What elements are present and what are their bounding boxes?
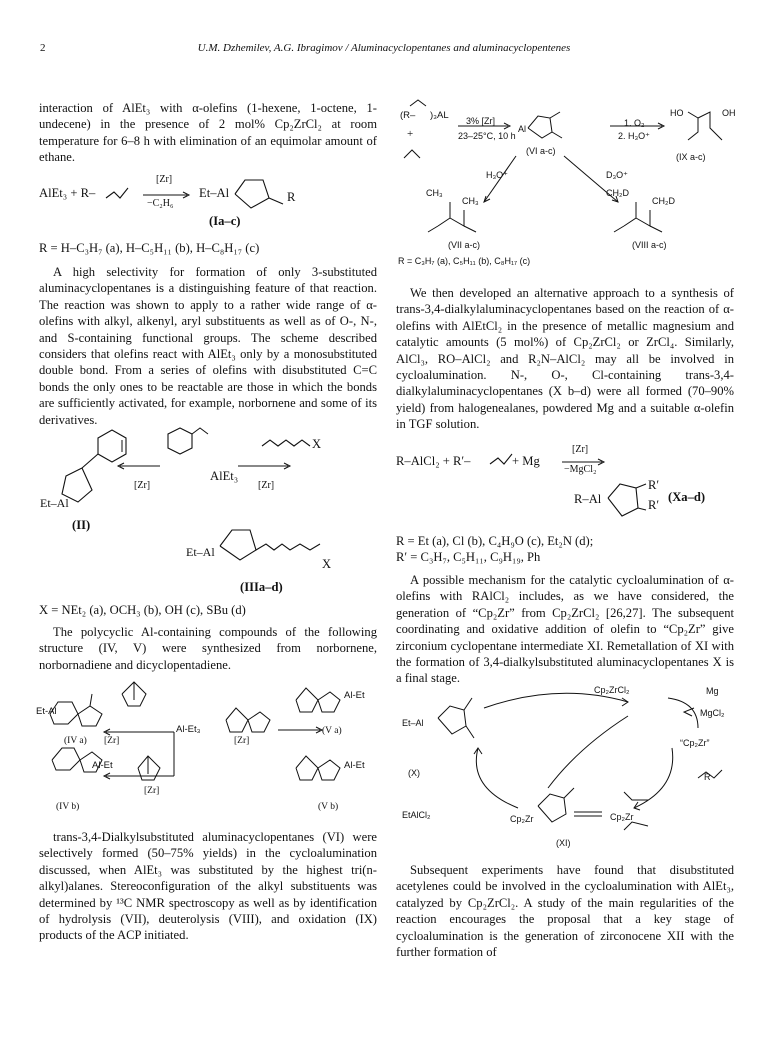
paragraph: trans-3,4-Dialkylsubstituted aluminacyclopentanes (VI) were selectively formed (50–75% yields) in the cycloalumination discussed, when AlEt₃ was substituted by the highest tri(n-alkyl)alanes. Stereoconfiguration of the alkyl substituents was determined by ¹³C NMR spectroscopy as well as by identification of hydrolysis (VII), deuterolysis (VIII), and oxidation (IX) products of the ACP initiated. [39, 830, 377, 943]
eq2-byproduct: −MgCl₂ [564, 464, 597, 475]
eq1-product: Et–Al [199, 186, 230, 200]
compound-III-label: (IIIa–d) [240, 580, 283, 594]
compound-II-label: (II) [72, 518, 91, 532]
x-definition [39, 602, 377, 618]
cycle-etal: Et–Al [402, 718, 424, 728]
left-para-1 [39, 100, 377, 166]
scheme2-alet3: AlEt₃ [210, 469, 239, 483]
scheme4-r3al-prefix: (R– [400, 110, 416, 121]
left-para-4 [39, 829, 377, 944]
cycle-r: R [704, 772, 711, 782]
eq2-label: (Xa–d) [668, 490, 706, 504]
aluminacyclopentane-ring [235, 176, 295, 212]
paragraph: The polycyclic Al-containing compounds of the following structure (IV, V) were synthesized from norbornene, norbornadiene and dicyclopentadiene. [39, 625, 377, 672]
paragraph: Subsequent experiments have found that disubstituted acetylenes could be involved in the cycloalumination with AlEt₃, catalyzed by Cp₂ZrCl₂. A study of the main regularities of the reaction encourages the proposal that a key stage of cycloalumination is the generation of zirconocene XII with the further formation of [396, 863, 734, 960]
eq2-r-prime-2: R′ [648, 498, 660, 512]
eq2-catalyst: [Zr] [572, 444, 589, 455]
compound-IX-label: (IX a-c) [676, 152, 706, 162]
scheme2-etal-2: Et–Al [186, 545, 215, 559]
scheme2-etal: Et–Al [40, 496, 69, 510]
cycle-cp2zrcl2: Cp₂ZrCl₂ [594, 685, 630, 695]
eq1-catalyst: [Zr] [156, 174, 173, 185]
compound-Va-label: (V a) [322, 726, 342, 736]
scheme4-al: Al [518, 124, 527, 134]
scheme4-ch2d: CH₂D [606, 188, 629, 198]
scheme2-x-2: X [322, 557, 332, 571]
scheme3-zr-3: [Zr] [144, 786, 160, 796]
compound-Vb-label: (V b) [318, 802, 339, 812]
cycle-cp2zr-2: Cp₂Zr [510, 814, 534, 824]
cycle-etalcl2: EtAlCl₂ [402, 810, 431, 820]
scheme3-alet3: Al-Et₃ [176, 724, 201, 735]
scheme4-ch3: CH₃ [426, 188, 443, 198]
scheme-catalytic-cycle [398, 688, 738, 838]
scheme4-d3o: D₃O⁺ [606, 170, 628, 180]
scheme2-zr-right: [Zr] [258, 480, 275, 491]
equation-1 [39, 176, 377, 232]
scheme2-zr-left: [Zr] [134, 480, 151, 491]
scheme4-ox-1: 1. O₂ [624, 118, 645, 128]
scheme4-ox-2: 2. H₃O⁺ [618, 131, 650, 141]
compound-IVb-label: (IV b) [56, 802, 80, 812]
eq1-label: (Ia–c) [209, 214, 241, 228]
eq1-r: R [287, 190, 296, 204]
eq1-lhs: AlEt₃ + R– [39, 186, 96, 200]
scheme4-r3al-suffix: )₃AL [430, 110, 449, 121]
olefin-structure [106, 184, 146, 204]
paragraph: A possible mechanism for the catalytic cycloalumination of α-olefins with RAlCl₂ includes, as we have considered, the generation of “Cp₂Zr” from Cp₂ZrCl₂ [26,27]. The subsequent coordinating and oxidative addition of olefin to “Cp₂Zr” give zirconium cyclopentane intermediate XI. Remetallation of XI with the formation of 3,4-dialkylsubstituted aluminacyclopentanes X is a final stage. [396, 573, 734, 686]
scheme4-cond-2: 23–25°C, 10 h [458, 131, 516, 141]
scheme4-cond-1: 3% [Zr] [466, 116, 496, 126]
r-definition-text: R = H–C₃H₇ (a), H–C₅H₁₁ (b), H–C₈H₁₇ (c) [39, 241, 260, 255]
scheme3-alet-a: Al-Et [344, 690, 365, 701]
equation-2 [396, 444, 734, 528]
scheme3-alet-b: Al-Et [344, 760, 365, 771]
r-definition-2-text: R = Et (a), Cl (b), C₄H₉O (c), Et₂N (d); [396, 534, 594, 548]
scheme3-zr-1: [Zr] [104, 736, 120, 746]
scheme4-oh: OH [722, 108, 736, 118]
scheme4-r-definition: R = C₃H₇ (a), C₅H₁₁ (b), C₈H₁₇ (c) [398, 256, 531, 266]
cycle-cp2zr: “Cp₂Zr” [680, 738, 710, 748]
compound-VII-label: (VII a-c) [448, 240, 481, 250]
compound-X-label: (X) [408, 768, 420, 778]
scheme2-x: X [312, 437, 322, 451]
paragraph: A high selectivity for formation of only 3-substituted aluminacyclopentanes is a distinguishing feature of that reaction. The reaction was shown to apply to a rather wide range of α-olefins with alkyl, alkenyl, aryl substituents as well as of O-, N-, and S-containing functional groups. The scheme described considers that olefins react with AlEt₃ only by a monosubstituted double bond. From a series of olefins with disubstituted C=C bonds the only ones to be reactable are those in which the bonds are sufficiently activated, for example, norbornene and some of its derivatives. [39, 265, 377, 427]
x-definition-text: X = NEt₂ (a), OCH₃ (b), OH (c), SBu (d) [39, 603, 246, 617]
right-para-1 [396, 285, 734, 433]
left-para-2 [39, 264, 377, 428]
scheme3-etal: Et-Al [36, 706, 57, 717]
compound-VI-label: (VI a-c) [526, 146, 556, 156]
eq2-r-prime-1: R′ [648, 478, 660, 492]
r-definition-2 [396, 533, 734, 566]
scheme3-zr-2: [Zr] [234, 736, 250, 746]
eq2-mg: + Mg [512, 454, 540, 468]
scheme3-alet-iv: Al-Et [92, 760, 113, 771]
cycle-cp2zr-3: Cp₂Zr [610, 812, 634, 822]
scheme4-ho: HO [670, 108, 684, 118]
r-definition [39, 240, 377, 256]
scheme4-h3o: H₃O⁺ [486, 170, 508, 180]
r-definition-3-text: R′ = C₃H₇, C₅H₁₁, C₉H₁₉, Ph [396, 550, 541, 565]
running-header [40, 42, 728, 62]
eq1-byproduct: −C₂H₆ [147, 198, 174, 209]
page-number: 2 [40, 42, 46, 54]
eq2-lhs: R–AlCl₂ + R′– [396, 454, 471, 468]
running-title: U.M. Dzhemilev, A.G. Ibragimov / Aluminacyclopentanes and aluminacyclopentenes [197, 42, 571, 54]
left-para-3 [39, 624, 377, 673]
scheme4-ch2d-2: CH₂D [652, 196, 675, 206]
compound-IVa-label: (IV a) [64, 736, 87, 746]
scheme4-ch3-2: CH₃ [462, 196, 479, 206]
cycle-mg: Mg [706, 686, 719, 696]
cycle-mgcl2: MgCl₂ [700, 708, 725, 718]
compound-XI-label: (XI) [556, 838, 571, 848]
eq2-product: R–Al [574, 492, 602, 506]
paragraph: interaction of AlEt₃ with α-olefins (1-hexene, 1-octene, 1-undecene) in the presence of 2 mol% Cp₂ZrCl₂ at room temperature for 6–8 h with elimination of an equimolar amount of ethane. [39, 101, 377, 165]
paragraph: We then developed an alternative approach to a synthesis of trans-3,4-dialkylaluminacyclopentanes based on the reaction of α-olefins with AlEtCl₂ in the presence of metallic magnesium and catalytic amounts (5 mol%) of Cp₂ZrCl₂ or ZrCl₄. Similarly, AlCl₃, RO–AlCl₂ and R₂N–AlCl₂ may all be involved in cycloalumination. N-, O-, Cl-containing trans-3,4-dialkylaluminacyclopentanes (X b–d) were all formed (70–90% yield) from halogenealanes, powdered Mg and a suitable α-olefin in TGF solution. [396, 286, 734, 432]
compound-VIII-label: (VIII a-c) [632, 240, 667, 250]
right-para-2 [396, 572, 734, 687]
right-para-3 [396, 862, 734, 960]
